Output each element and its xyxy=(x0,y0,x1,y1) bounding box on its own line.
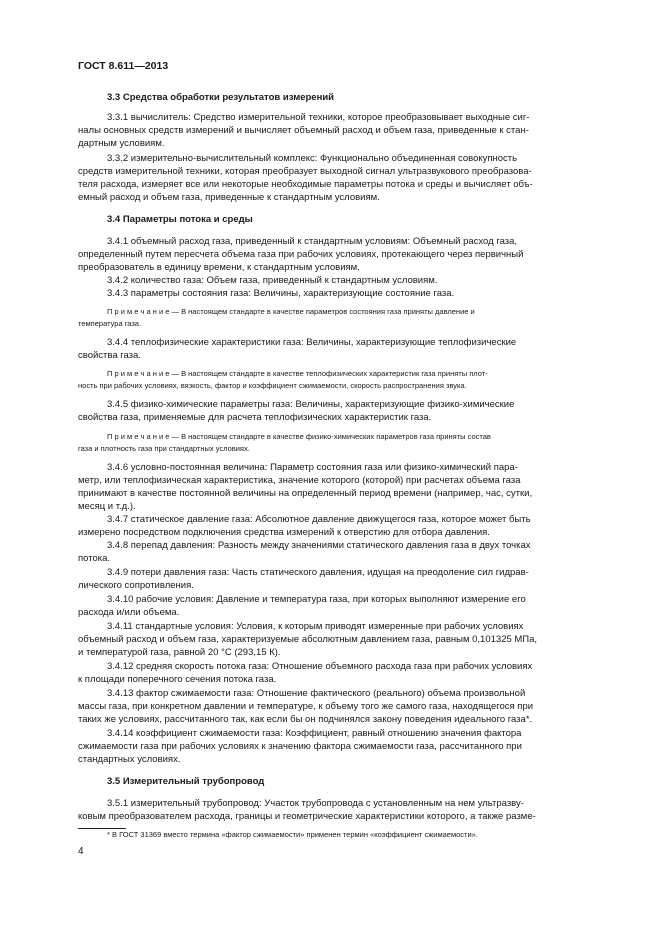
text-line: 3.4.8 перепад давления: Разность между значениями статического давления газа в двух точках xyxy=(107,540,531,551)
note-line: газа и плотность газа при стандартных условиях. xyxy=(78,444,250,453)
text-line: сжимаемости газа при рабочих условиях к значению фактора сжимаемости газа, рассчитанного при xyxy=(78,741,522,752)
text-line: ковым преобразователем расхода, границы и геометрические характеристики которого, а также разме- xyxy=(78,811,536,822)
text-line: лического сопротивления. xyxy=(78,580,194,591)
section-heading: 3.5 Измерительный трубопровод xyxy=(107,776,265,787)
text-line: 3.4.13 фактор сжимаемости газа: Отношение фактического (реального) объема произвольной xyxy=(107,688,526,699)
text-line: 3.4.2 количество газа: Объем газа, приведенный к стандартным условиям. xyxy=(107,275,438,286)
footnote: * В ГОСТ 31369 вместо термина «фактор сжимаемости» применен термин «коэффициент сжимаемости». xyxy=(107,830,478,839)
text-line: 3.4.14 коэффициент сжимаемости газа: Коэффициент, равный отношению значения фактора xyxy=(107,728,522,739)
text-line: месяц и т.д.). xyxy=(78,501,136,512)
document-header: ГОСТ 8.611—2013 xyxy=(78,60,169,72)
section-heading: 3.3 Средства обработки результатов измерений xyxy=(107,92,335,103)
text-line: 3.4.11 стандартные условия: Условия, к которым приводят измеренные при рабочих условиях xyxy=(107,621,524,632)
text-line: налы основных средств измерений и вычисляет объемный расход и объем газа, приведенные к стан- xyxy=(78,125,529,136)
text-line: 3.4.10 рабочие условия: Давление и температура газа, при которых выполняют измерение его xyxy=(107,594,526,605)
text-line: 3.4.9 потери давления газа: Часть статического давления, идущая на преодоление сил гидрав- xyxy=(107,567,529,578)
note-line: П р и м е ч а н и е — В настоящем стандарте в качестве теплофизических характеристик газа приняты плот- xyxy=(107,369,488,378)
text-line: к площади поперечного сечения потока газа. xyxy=(78,674,277,685)
text-line: дартным условиям. xyxy=(78,138,165,149)
page-number: 4 xyxy=(78,846,84,857)
note-line: П р и м е ч а н и е — В настоящем стандарте в качестве параметров состояния газа приняты давление и xyxy=(107,307,475,316)
text-line: расхода и/или объема. xyxy=(78,607,180,618)
text-line: 3.4.3 параметры состояния газа: Величины, характеризующие состояние газа. xyxy=(107,288,455,299)
section-heading: 3.4 Параметры потока и среды xyxy=(107,214,253,225)
text-line: преобразователь в единицу времени, к стандартным условиям. xyxy=(78,262,360,273)
text-line: средств измерительной техники, которая преобразует выходной сигнал ультразвукового преобразова- xyxy=(78,166,532,177)
text-line: потока. xyxy=(78,553,111,564)
text-line: массы газа, при конкретном давлении и температуре, к объему того же самого газа, находящегося при xyxy=(78,701,534,712)
text-line: 3.4.4 теплофизические характеристики газа: Величины, характеризующие теплофизические xyxy=(107,337,517,348)
text-line: свойства газа, применяемые для расчета теплофизических характеристик газа. xyxy=(78,412,432,423)
text-line: 3.4.1 объемный расход газа, приведенный к стандартным условиям: Объемный расход газа, xyxy=(107,236,518,247)
note-line: ность при рабочих условиях, вязкость, фактор и коэффициент сжимаемости, скорость распространения звука. xyxy=(78,381,467,390)
note-line: температура газа. xyxy=(78,319,142,328)
text-line: 3.3.2 измерительно-вычислительный комплекс: Функционально объединенная совокупность xyxy=(107,153,518,164)
text-line: 3.4.12 средняя скорость потока газа: Отношение объемного расхода газа при рабочих условиях xyxy=(107,661,533,672)
text-line: теля расхода, измеряет все или некоторые необходимые параметры потока и среды и вычисляет объ- xyxy=(78,179,533,190)
text-line: таких же условиях, рассчитанного так, как если бы он подчинялся закону поведения идеального газа*. xyxy=(78,714,533,725)
text-line: 3.4.7 статическое давление газа: Абсолютное давление движущегося газа, которое может быть xyxy=(107,514,531,525)
note-line: П р и м е ч а н и е — В настоящем стандарте в качестве физико-химических параметров газа приняты состав xyxy=(107,432,491,441)
text-line: определенный путем пересчета объема газа при рабочих условиях, протекающего через первичный xyxy=(78,249,524,260)
text-line: емный расход и объем газа, приведенные к стандартным условиям. xyxy=(78,192,380,203)
text-line: и температурой газа, равной 20 °С (293,15 К). xyxy=(78,647,281,658)
text-line: метр, или теплофизическая характеристика, значение которого (которой) при расчетах объема газа xyxy=(78,475,521,486)
text-line: объемный расход и объем газа, характеризуемые абсолютным давлением газа, равным 0,101325 МПа, xyxy=(78,634,538,645)
text-line: 3.4.5 физико-химические параметры газа: Величины, характеризующие физико-химические xyxy=(107,399,515,410)
text-line: свойства газа. xyxy=(78,350,141,361)
text-line: принимают в качестве постоянной величины на определенный период времени (например, час, сутки, xyxy=(78,488,533,499)
text-line: 3.3.1 вычислитель: Средство измерительной техники, которое преобразовывает выходные сиг- xyxy=(107,112,530,123)
text-line: стандартных условиях. xyxy=(78,754,181,765)
text-line: 3.5.1 измерительный трубопровод: Участок трубопровода с установленным на нем ультразву- xyxy=(107,798,524,809)
text-line: измерено посредством подключения средства измерений к отверстию для отбора давления. xyxy=(78,527,490,538)
text-line: 3.4.6 условно-постоянная величина: Параметр состояния газа или физико-химический пара- xyxy=(107,462,518,473)
